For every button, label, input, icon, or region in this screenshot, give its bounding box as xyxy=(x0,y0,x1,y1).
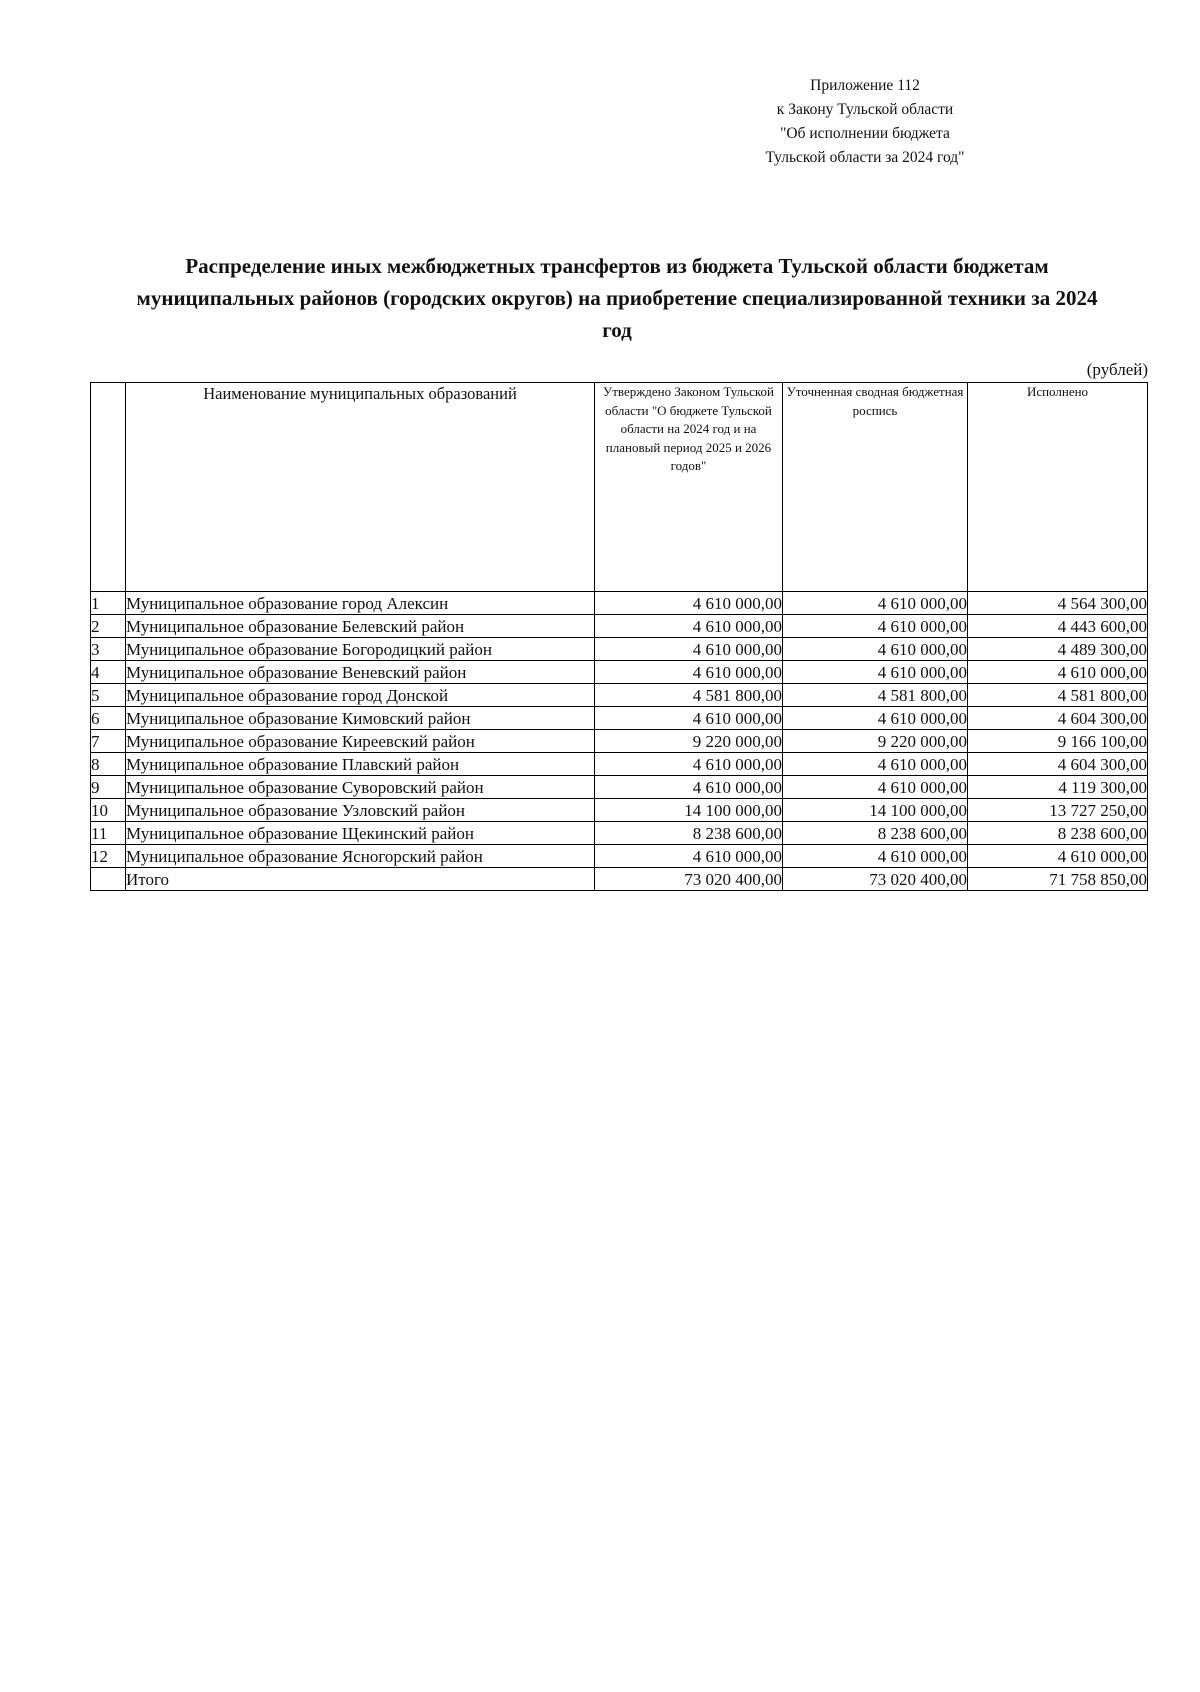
total-row xyxy=(91,868,1148,891)
municipality-name: Муниципальное образование Ясногорский район xyxy=(126,845,595,868)
table-row xyxy=(91,707,1148,730)
municipality-name: Муниципальное образование город Алексин xyxy=(126,592,595,615)
table-header-row xyxy=(91,383,1148,592)
approved-amount: 9 220 000,00 xyxy=(595,730,783,753)
approved-amount: 4 610 000,00 xyxy=(595,845,783,868)
executed-amount: 4 604 300,00 xyxy=(968,707,1148,730)
header-approved: Утверждено Законом Тульской области "О бюджете Тульской области на 2024 год и на плановый период 2025 и 2026 годов" xyxy=(595,383,783,592)
municipality-name: Муниципальное образование Суворовский район xyxy=(126,776,595,799)
table-body xyxy=(91,592,1148,891)
approved-amount: 4 610 000,00 xyxy=(595,753,783,776)
document-title xyxy=(92,250,1142,346)
municipality-name: Муниципальное образование Кимовский район xyxy=(126,707,595,730)
header-revised: Уточненная сводная бюджетная роспись xyxy=(783,383,968,592)
approved-amount: 8 238 600,00 xyxy=(595,822,783,845)
municipality-name: Муниципальное образование Белевский район xyxy=(126,615,595,638)
title-line-2: муниципальных районов (городских округов) на приобретение специализированной техники за 2024 xyxy=(136,286,1098,310)
revised-amount: 8 238 600,00 xyxy=(783,822,968,845)
table-row xyxy=(91,776,1148,799)
revised-amount: 4 610 000,00 xyxy=(783,845,968,868)
executed-amount: 9 166 100,00 xyxy=(968,730,1148,753)
row-number: 5 xyxy=(91,684,126,707)
row-number: 11 xyxy=(91,822,126,845)
executed-amount: 4 610 000,00 xyxy=(968,661,1148,684)
approved-amount: 4 610 000,00 xyxy=(595,615,783,638)
row-number: 9 xyxy=(91,776,126,799)
table-row xyxy=(91,799,1148,822)
approved-amount: 4 610 000,00 xyxy=(595,638,783,661)
executed-amount: 13 727 250,00 xyxy=(968,799,1148,822)
table-row xyxy=(91,638,1148,661)
executed-amount: 4 119 300,00 xyxy=(968,776,1148,799)
revised-amount: 4 581 800,00 xyxy=(783,684,968,707)
municipality-name: Муниципальное образование Богородицкий район xyxy=(126,638,595,661)
row-number: 3 xyxy=(91,638,126,661)
revised-amount: 4 610 000,00 xyxy=(783,638,968,661)
revised-amount: 4 610 000,00 xyxy=(783,753,968,776)
revised-amount: 4 610 000,00 xyxy=(783,592,968,615)
appendix-line-1: Приложение 112 xyxy=(810,77,920,94)
table-row xyxy=(91,845,1148,868)
municipality-name: Муниципальное образование Щекинский район xyxy=(126,822,595,845)
table-row xyxy=(91,661,1148,684)
municipality-name: Муниципальное образование Киреевский район xyxy=(126,730,595,753)
municipality-name: Муниципальное образование город Донской xyxy=(126,684,595,707)
appendix-line-3: "Об исполнении бюджета xyxy=(780,125,950,142)
executed-amount: 4 489 300,00 xyxy=(968,638,1148,661)
revised-amount: 4 610 000,00 xyxy=(783,776,968,799)
appendix-line-4: Тульской области за 2024 год" xyxy=(765,149,965,166)
executed-amount: 4 604 300,00 xyxy=(968,753,1148,776)
table-row xyxy=(91,592,1148,615)
total-approved: 73 020 400,00 xyxy=(595,868,783,891)
table-row xyxy=(91,615,1148,638)
transfers-table xyxy=(90,382,1148,891)
executed-amount: 4 581 800,00 xyxy=(968,684,1148,707)
units-label: (рублей) xyxy=(1086,360,1148,379)
appendix-block xyxy=(735,74,995,170)
approved-amount: 14 100 000,00 xyxy=(595,799,783,822)
row-number: 2 xyxy=(91,615,126,638)
revised-amount: 9 220 000,00 xyxy=(783,730,968,753)
approved-amount: 4 581 800,00 xyxy=(595,684,783,707)
executed-amount: 4 443 600,00 xyxy=(968,615,1148,638)
row-number: 7 xyxy=(91,730,126,753)
approved-amount: 4 610 000,00 xyxy=(595,707,783,730)
municipality-name: Муниципальное образование Узловский район xyxy=(126,799,595,822)
row-number: 12 xyxy=(91,845,126,868)
table-row xyxy=(91,753,1148,776)
executed-amount: 4 564 300,00 xyxy=(968,592,1148,615)
executed-amount: 8 238 600,00 xyxy=(968,822,1148,845)
revised-amount: 4 610 000,00 xyxy=(783,615,968,638)
row-number: 10 xyxy=(91,799,126,822)
total-revised: 73 020 400,00 xyxy=(783,868,968,891)
approved-amount: 4 610 000,00 xyxy=(595,592,783,615)
appendix-line-2: к Закону Тульской области xyxy=(776,101,954,118)
row-number: 4 xyxy=(91,661,126,684)
table-row xyxy=(91,684,1148,707)
revised-amount: 14 100 000,00 xyxy=(783,799,968,822)
table-row xyxy=(91,822,1148,845)
total-label: Итого xyxy=(126,868,595,891)
row-number: 6 xyxy=(91,707,126,730)
revised-amount: 4 610 000,00 xyxy=(783,661,968,684)
row-number: 1 xyxy=(91,592,126,615)
municipality-name: Муниципальное образование Веневский район xyxy=(126,661,595,684)
table-row xyxy=(91,730,1148,753)
revised-amount: 4 610 000,00 xyxy=(783,707,968,730)
header-num xyxy=(91,383,126,592)
header-name: Наименование муниципальных образований xyxy=(126,383,595,592)
total-executed: 71 758 850,00 xyxy=(968,868,1148,891)
title-line-3: год xyxy=(602,318,632,342)
header-executed: Исполнено xyxy=(968,383,1148,592)
row-number: 8 xyxy=(91,753,126,776)
approved-amount: 4 610 000,00 xyxy=(595,661,783,684)
approved-amount: 4 610 000,00 xyxy=(595,776,783,799)
total-number xyxy=(91,868,126,891)
title-line-1: Распределение иных межбюджетных трансфертов из бюджета Тульской области бюджетам xyxy=(185,254,1049,278)
municipality-name: Муниципальное образование Плавский район xyxy=(126,753,595,776)
executed-amount: 4 610 000,00 xyxy=(968,845,1148,868)
